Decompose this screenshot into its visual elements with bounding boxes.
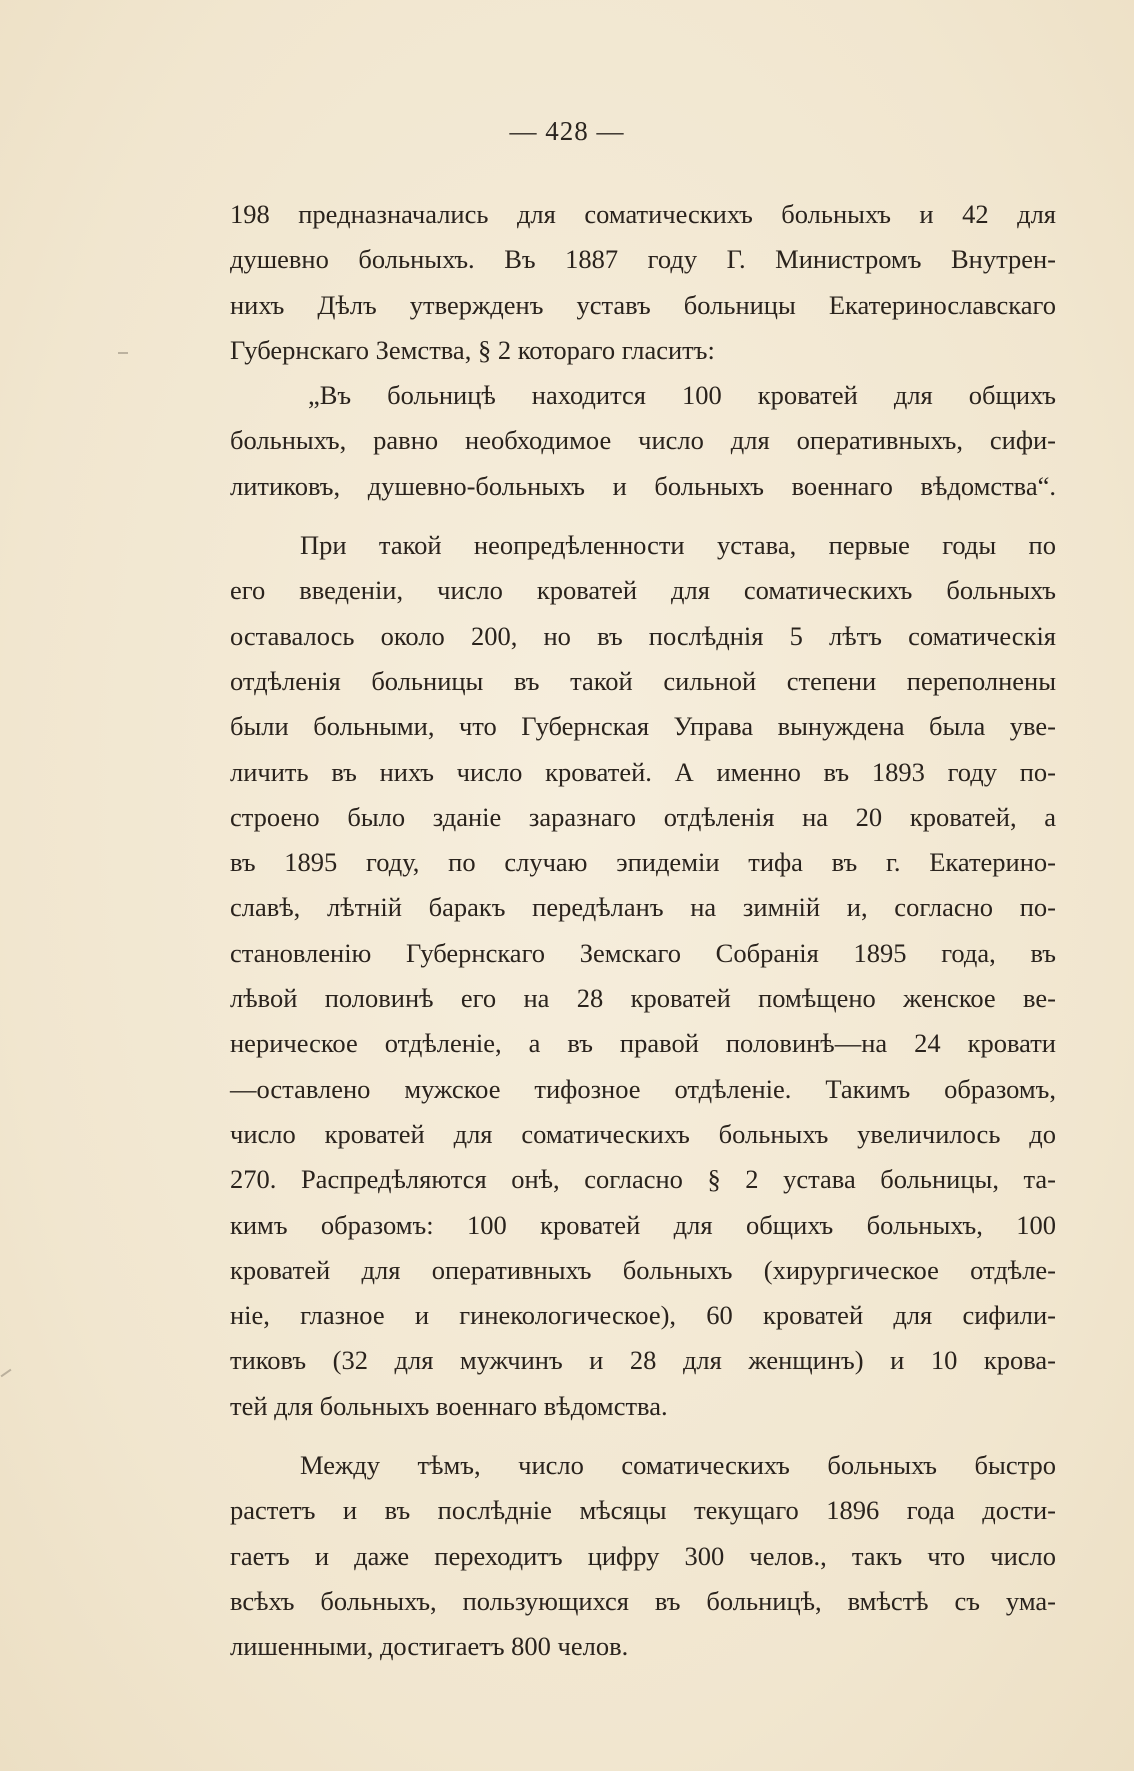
paragraph-quote	[230, 373, 1056, 509]
text-line: нерическое отдѣленіе, а въ правой половинѣ—на 24 кровати	[230, 1028, 1056, 1059]
page-number: — 428 —	[509, 116, 625, 146]
margin-mark	[118, 352, 128, 354]
text-line: гаетъ и даже переходитъ цифру 300 челов., такъ что число	[230, 1540, 1056, 1571]
paragraph	[230, 1443, 1056, 1669]
text-line: тей для больныхъ военнаго вѣдомства.	[230, 1390, 668, 1421]
text-line: славѣ, лѣтній баракъ передѣланъ на зимній и, согласно по-	[230, 892, 1056, 923]
text-line: число кроватей для соматическихъ больныхъ увеличилось до	[230, 1118, 1056, 1149]
text-line: 270. Распредѣляются онѣ, согласно § 2 устава больницы, та-	[230, 1164, 1056, 1195]
text-line: всѣхъ больныхъ, пользующихся въ больницѣ, вмѣстѣ съ ума-	[230, 1585, 1056, 1616]
text-line: нихъ Дѣлъ утвержденъ уставъ больницы Екатеринославскаго	[230, 289, 1056, 320]
text-line: кроватей для оперативныхъ больныхъ (хирургическое отдѣле-	[230, 1254, 1056, 1285]
text-line: душевно больныхъ. Въ 1887 году Г. Министромъ Внутрен-	[230, 244, 1056, 275]
paragraph-gap	[230, 509, 1056, 523]
text-line: При такой неопредѣленности устава, первые годы по	[300, 530, 1056, 561]
text-line: тиковъ (32 для мужчинъ и 28 для женщинъ) и 10 крова-	[230, 1345, 1056, 1376]
text-line: ніе, глазное и гинекологическое), 60 кроватей для сифили-	[230, 1300, 1056, 1331]
text-line: —оставлено мужское тифозное отдѣленіе. Такимъ образомъ,	[230, 1073, 1056, 1104]
text-line: лѣвой половинѣ его на 28 кроватей помѣщено женское ве-	[230, 983, 1056, 1014]
text-line: больныхъ, равно необходимое число для оперативныхъ, сифи-	[230, 425, 1056, 456]
text-line: его введеніи, число кроватей для соматическихъ больныхъ	[230, 575, 1056, 606]
text-line: лишенными, достигаетъ 800 челов.	[230, 1631, 629, 1662]
text-line: отдѣленія больницы въ такой сильной степени переполнены	[230, 665, 1056, 696]
text-line: Между тѣмъ, число соматическихъ больныхъ быстро	[300, 1450, 1056, 1481]
text-line: были больными, что Губернская Управа вынуждена была уве-	[230, 711, 1056, 742]
margin-mark	[1, 1369, 12, 1378]
text-line: „Въ больницѣ находится 100 кроватей для общихъ	[308, 380, 1056, 411]
paragraph-gap	[230, 1429, 1056, 1443]
text-line: 198 предназначались для соматическихъ больныхъ и 42 для	[230, 199, 1056, 229]
text-line: растетъ и въ послѣдніе мѣсяцы текущаго 1896 года дости-	[230, 1495, 1056, 1526]
paragraph	[230, 523, 1056, 1429]
document-body	[230, 192, 1056, 1670]
text-line: строено было зданіе заразнаго отдѣленія на 20 кроватей, а	[230, 801, 1056, 832]
text-line: Губернскаго Земства, § 2 котораго гласитъ:	[230, 334, 715, 365]
text-line: становленію Губернскаго Земскаго Собранія 1895 года, въ	[230, 937, 1056, 968]
text-line: личить въ нихъ число кроватей. А именно въ 1893 году по-	[230, 756, 1056, 787]
text-line: кимъ образомъ: 100 кроватей для общихъ больныхъ, 100	[230, 1209, 1056, 1240]
text-line: въ 1895 году, по случаю эпидеміи тифа въ г. Екатерино-	[230, 847, 1056, 878]
paragraph	[230, 192, 1056, 373]
text-line: литиковъ, душевно-больныхъ и больныхъ военнаго вѣдомства“.	[230, 470, 1056, 501]
text-line: оставалось около 200, но въ послѣднія 5 лѣтъ соматическія	[230, 620, 1056, 651]
